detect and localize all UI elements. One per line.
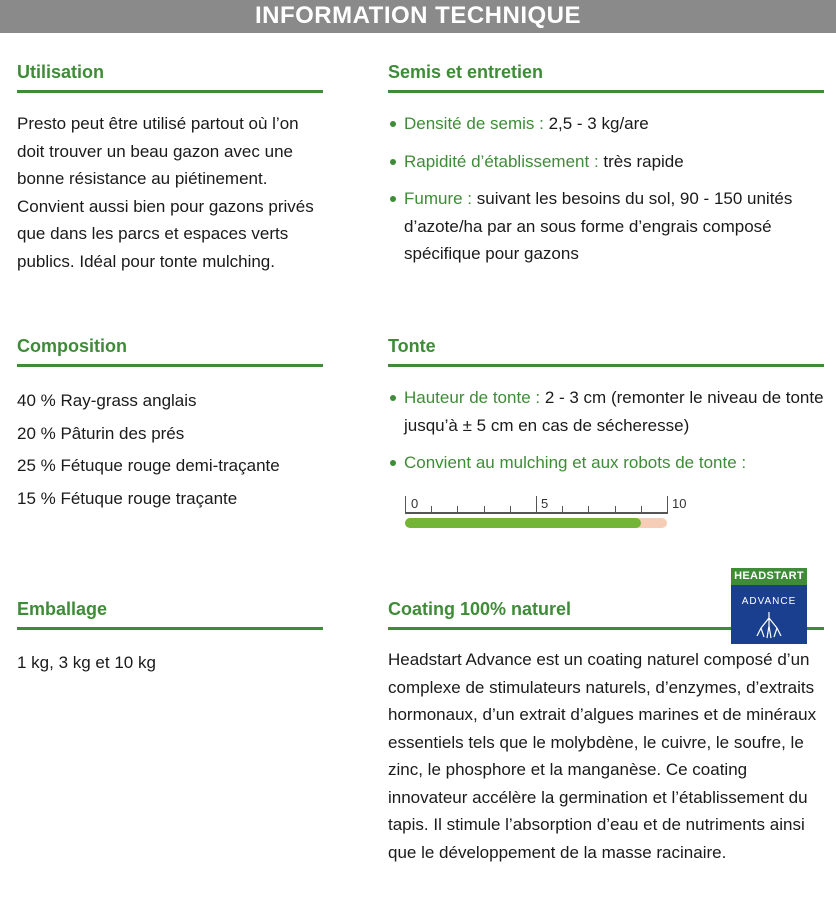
composition-item: 40 % Ray-grass anglais (17, 391, 197, 410)
tonte-item-mulching: Convient au mulching et aux robots de tonte : (388, 449, 824, 477)
logo-top-text: HEADSTART (731, 568, 807, 585)
composition-section (17, 336, 323, 515)
logo-mid-text: ADVANCE (741, 596, 797, 607)
utilisation-heading: Utilisation (17, 62, 323, 93)
scale-fill (405, 518, 641, 528)
tonte-list (388, 384, 824, 477)
semis-item-fumure: Fumure : suivant les besoins du sol, 90 - 150 unités d’azote/ha par an sous forme d’engrais composé spécifique pour gazons (388, 185, 824, 268)
composition-item: 20 % Pâturin des prés (17, 423, 185, 443)
scale-tick (667, 496, 668, 514)
composition-item: 15 % Fétuque rouge traçante (17, 488, 238, 508)
scale-tick (431, 506, 432, 514)
scale-tick (405, 496, 406, 514)
scale-track (405, 518, 667, 528)
scale-min-label: 0 (411, 496, 419, 511)
scale-tick (536, 496, 537, 514)
utilisation-section (17, 62, 323, 275)
semis-heading: Semis et entretien (388, 62, 824, 93)
semis-item-rapidite: Rapidité d’établissement : très rapide (388, 148, 824, 176)
scale-tick (457, 506, 458, 514)
utilisation-text: Presto peut être utilisé partout où l’on doit trouver un beau gazon avec une bonne résistance au piétinement. Convient aussi bien pour gazons privés que dans les parcs et espaces verts publics. Idéal pour tonte mulching. (17, 114, 314, 271)
headstart-advance-logo (731, 568, 807, 644)
tonte-heading: Tonte (388, 336, 824, 367)
semis-item-densite: Densité de semis : 2,5 - 3 kg/are (388, 110, 824, 138)
composition-heading: Composition (17, 336, 323, 367)
scale-tick (484, 506, 485, 514)
tonte-section (388, 336, 824, 487)
semis-section (388, 62, 824, 278)
coating-heading: Coating 100% naturel (388, 599, 824, 630)
scale-tick (588, 506, 589, 514)
semis-list (388, 110, 824, 268)
scale-tick (615, 506, 616, 514)
scale-max-label: 10 (672, 496, 687, 511)
emballage-text: 1 kg, 3 kg et 10 kg (17, 653, 156, 672)
mulching-scale (405, 494, 687, 534)
scale-tick (562, 506, 563, 514)
composition-item: 25 % Fétuque rouge demi-traçante (17, 456, 280, 475)
coating-text: Headstart Advance est un coating naturel composé d’un complexe de stimulateurs naturels, d’enzymes, d’extraits hormonaux, d’un extrait d’algues marines et de minéraux essentiels tels que le molybdène, le cuivre, le soufre, le zinc, le phosphore et la manganèse. Ce coating innovateur accélère la germination et l’établissement du tapis. Il stimule l’absorption d’eau et de nutriments ainsi que le développement de la masse racinaire. (388, 650, 817, 862)
emballage-heading: Emballage (17, 599, 323, 630)
scale-tick (641, 506, 642, 514)
emballage-section (17, 599, 323, 677)
tonte-item-hauteur: Hauteur de tonte : 2 - 3 cm (remonter le niveau de tonte jusqu’à ± 5 cm en cas de sécheresse) (388, 384, 824, 439)
roots-icon (731, 610, 807, 640)
composition-list (17, 385, 323, 515)
page-banner: INFORMATION TECHNIQUE (0, 0, 836, 33)
scale-tick (510, 506, 511, 514)
scale-mid-label: 5 (541, 496, 549, 511)
